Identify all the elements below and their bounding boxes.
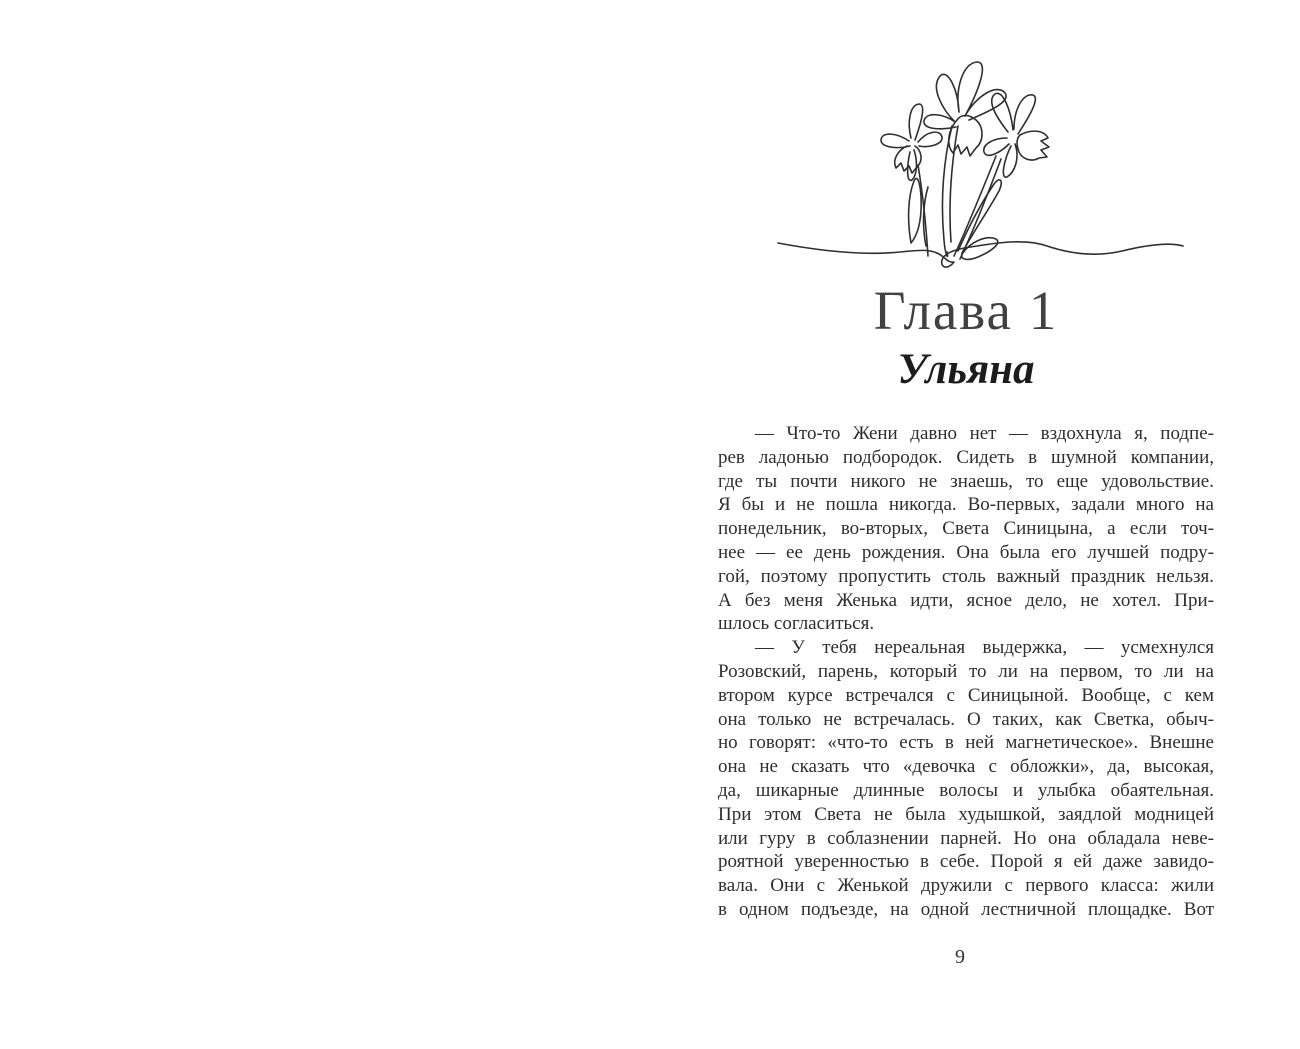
text-line: А без меня Женька идти, ясное дело, не хотел. При- (718, 589, 1214, 611)
text-line: — У тебя нереальная выдержка, — усмехнулся (755, 637, 1214, 659)
text-line: При этом Света не была худышкой, заядлой модницей (718, 803, 1214, 825)
text-line: Я бы и не пошла никогда. Во-первых, задали много на (718, 494, 1214, 516)
text-line: в одном подъезде, на одной лестничной площадке. Вот (718, 898, 1214, 920)
flower-right (984, 93, 1049, 177)
text-line: нее — ее день рождения. Она была его лучшей подру- (718, 541, 1214, 563)
text-line: рев ладонью подбородок. Сидеть в шумной компании, (718, 446, 1214, 468)
text-line: но говорят: «что-то есть в ней магнетическое». Внешне (718, 732, 1214, 754)
text-line: гой, поэтому пропустить столь важный праздник нельзя. (718, 565, 1214, 587)
text-line: она только не встречалась. О таких, как Светка, обыч- (718, 708, 1214, 730)
text-line: или гуру в соблазнении парней. Но она обладала неве- (718, 827, 1214, 849)
chapter-subheading: Ульяна (897, 346, 1035, 393)
text-line: понедельник, во-вторых, Света Синицына, а если точ- (718, 518, 1214, 540)
ground-line (778, 242, 1183, 267)
text-line: Розовский, парень, который то ли на первом, то ли на (718, 660, 1214, 682)
text-line: — Что-то Жени давно нет — вздохнула я, подпе- (755, 423, 1214, 444)
page-number: 9 (955, 946, 965, 968)
text-line: роятной уверенностью в себе. Порой я ей даже завидо- (718, 851, 1214, 873)
text-line: она не сказать что «девочка с обложки», да, высокая, (718, 756, 1214, 778)
text-line: где ты почти никого не знаешь, то еще удовольствие. (718, 470, 1214, 492)
text-line: вала. Они с Женькой дружили с первого класса: жили (718, 875, 1214, 897)
text-line: шлось согласиться. (718, 613, 875, 635)
text-line: втором курсе встречался с Синицыной. Вообще, с кем (718, 684, 1214, 706)
chapter-heading: Глава 1 (873, 280, 1059, 341)
body-text (718, 422, 1214, 922)
text-line: да, шикарные длинные волосы и улыбка обаятельная. (718, 779, 1214, 801)
daffodils-illustration (715, 50, 1215, 290)
page-content (718, 0, 1214, 1049)
